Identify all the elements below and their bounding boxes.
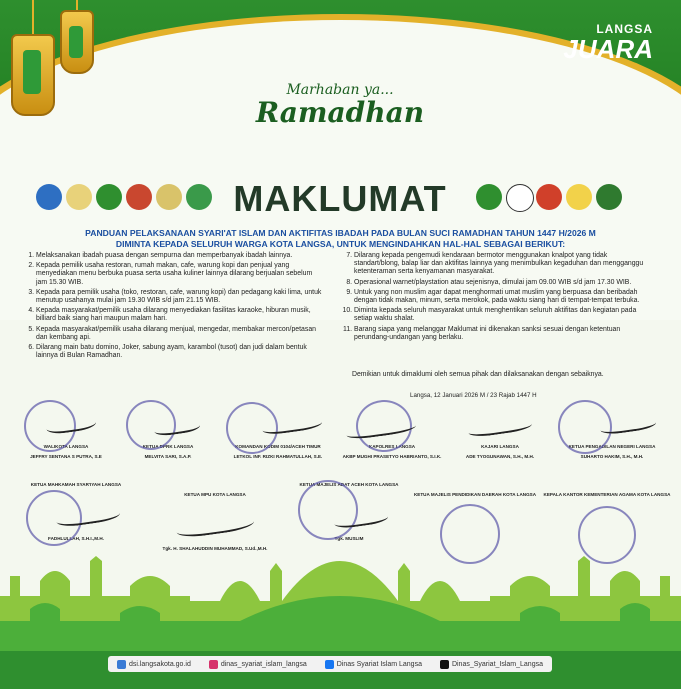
signatory-name: Tgk. H. SHALAHUDDIN MUHAMMAD, S.Ud.,M.H. xyxy=(162,546,268,551)
kodim-emblem-icon xyxy=(96,184,122,210)
date-line: Langsa, 12 Januari 2026 M / 23 Rajab 1447 H xyxy=(410,392,537,399)
facebook-text: Dinas Syariat Islam Langsa xyxy=(336,660,422,668)
signatory-role: KETUA MAJELIS ADAT ACEH KOTA LANGSA xyxy=(299,482,399,487)
signature-block xyxy=(450,400,550,459)
signature-block xyxy=(336,400,448,459)
signatory-role: KAJARI LANGSA xyxy=(481,444,519,449)
mpu-emblem-icon xyxy=(506,184,534,212)
signatory-role: KOMANDAN KODIM 0104/ACEH TIMUR xyxy=(235,444,321,449)
maa-emblem-icon xyxy=(536,184,562,210)
signatory-role: KETUA MAHKAMAH SYAR'IYAH LANGSA xyxy=(30,482,122,487)
signatory-name: Tgk. MUSLIM xyxy=(334,536,364,541)
signatory-name: MELVITA SARI, S.A.P. xyxy=(144,454,192,459)
page-title: MAKLUMAT xyxy=(233,178,447,219)
lantern-icon xyxy=(54,0,100,74)
rule-item: 2. Kepada pemilik usaha restoran, rumah makan, cafe, warung kopi dan penjual yang menyediakan menu berbuka puasa serta usaha kuliner lainnya dilarang berjualan sebelum jam 15.30 WIB. xyxy=(36,262,322,287)
website-text: dsi.langsakota.go.id xyxy=(128,660,191,668)
rule-item: 8. Operasional warnet/playstation atau sejenisnya, dimulai jam 09.00 WIB s/d jam 17.30 WIB. xyxy=(354,279,650,287)
signatory-name: LETKOL INF. RIZKI RAHMATULLAH, S.E. xyxy=(233,454,323,459)
rules-left-column xyxy=(22,252,322,362)
rule-item: 4. Kepada masyarakat/pemilik usaha dilarang menyediakan fasilitas karaoke, hiburan musik, billiard baik siang hari maupun malam hari. xyxy=(36,307,322,323)
signatory-role: KETUA PENGADILAN NEGERI LANGSA xyxy=(568,444,656,449)
social-bar xyxy=(108,656,552,672)
police-emblem-icon xyxy=(126,184,152,210)
title-row xyxy=(0,178,681,222)
instagram-text: dinas_syariat_islam_langsa xyxy=(220,660,307,668)
greeting-small: Marhaban ya... xyxy=(286,82,394,98)
tiktok-link[interactable] xyxy=(440,660,543,669)
signature-block xyxy=(222,400,334,459)
website-link[interactable] xyxy=(117,660,191,669)
signature-block xyxy=(16,400,116,459)
instagram-icon xyxy=(209,660,218,669)
facebook-icon xyxy=(325,660,334,669)
signatory-name: SUHARTO HAKIM, S.H., M.H. xyxy=(580,454,644,459)
kejaksaan-emblem-icon xyxy=(156,184,182,210)
greeting-big: Ramadhan xyxy=(255,96,425,129)
mahkamah-emblem-icon xyxy=(476,184,502,210)
signatory-role: KETUA DPRK LANGSA xyxy=(142,444,194,449)
facebook-link[interactable] xyxy=(325,660,422,669)
rule-item: 11. Barang siapa yang melanggar Maklumat ini dikenakan sanksi sesuai dengan ketentuan perundang-undangan yang berlaku. xyxy=(354,326,650,342)
signatory-name: AKBP MUGHI PRASETYO HABRIANTO, S.I.K. xyxy=(342,454,442,459)
logo-top-text: LANGSA xyxy=(596,22,653,36)
signatory-role: KETUA MAJELIS PENDIDIKAN DAERAH KOTA LANGSA xyxy=(413,492,537,497)
signatory-role: WALIKOTA LANGSA xyxy=(43,444,89,449)
signatory-name: JEFFRY SENTANA S PUTRA, S.E xyxy=(30,454,102,459)
signatory-role: KETUA MPU KOTA LANGSA xyxy=(184,492,246,497)
rule-item: 9. Untuk yang non muslim agar dapat menghormati umat muslim yang berpuasa dan beribadah dengan tidak makan, minum, serta merokok, pada waktu siang hari di tempat-tempat terbuka. xyxy=(354,289,650,305)
rule-item: 6. Dilarang main batu domino, Joker, sabung ayam, karambol (tusot) dan judi dalam bentuk lainnya di Bulan Ramadhan. xyxy=(36,344,322,360)
rule-item: 3. Kepada para pemilik usaha (toko, restoran, cafe, warung kopi) dan pedagang kaki lima, untuk menutup usahanya mulai jam 19.30 WIB s/d jam 21.15 WIB. xyxy=(36,289,322,305)
dprk-emblem-icon xyxy=(66,184,92,210)
footer xyxy=(0,651,681,689)
subtitle-line2: DIMINTA KEPADA SELURUH WARGA KOTA LANGSA, UNTUK MENGINDAHKAN HAL-HAL SEBAGAI BERIKUT: xyxy=(115,239,566,249)
mosque-skyline-icon xyxy=(0,501,681,651)
logo-main-text: JUARA xyxy=(563,34,653,64)
closing-statement: Demikian untuk dimaklumi oleh semua pihak dan dilaksanakan dengan sebaiknya. xyxy=(352,371,604,378)
city-emblem-icon xyxy=(36,184,62,210)
signatory-name: ADE TYOGUNAWAN, S.H., M.H. xyxy=(465,454,535,459)
subtitle-line1: PANDUAN PELAKSANAAN SYARI'AT ISLAM DAN AKTIFITAS IBADAH PADA BULAN SUCI RAMADHAN TAHUN 1447 H/2026 M xyxy=(85,228,596,238)
tiktok-icon xyxy=(440,660,449,669)
handwritten-signature xyxy=(467,416,532,439)
signature-block xyxy=(552,400,672,459)
rule-item: 5. Kepada masyarakat/pemilik usaha dilarang menjual, mengedar, membakar mercon/petasan dan kembang api. xyxy=(36,326,322,342)
mpd-emblem-icon xyxy=(566,184,592,210)
lantern-icon xyxy=(10,0,56,116)
signatory-name: FADHLULLAH, S.H.I.,M.H. xyxy=(48,536,104,541)
signatory-role: KAPOLRES LANGSA xyxy=(368,444,416,449)
rule-item: 10. Diminta kepada seluruh masyarakat untuk menghentikan seluruh aktifitas dan kegiatan pada setiap waktu shalat. xyxy=(354,307,650,323)
tiktok-text: Dinas_Syariat_Islam_Langsa xyxy=(451,660,543,668)
rule-item: 1. Melaksanakan ibadah puasa dengan sempurna dan memperbanyak ibadah lainnya. xyxy=(36,252,322,260)
globe-icon xyxy=(117,660,126,669)
instagram-link[interactable] xyxy=(209,660,307,669)
langsa-juara-logo xyxy=(563,22,653,65)
greeting-banner xyxy=(240,82,440,129)
rules-right-column xyxy=(340,252,650,344)
rule-item: 7. Dilarang kepada pengemudi kendaraan bermotor menggunakan knalpot yang tidak standart/blong, balap liar dan aktifitas lainnya yang menimbulkan kegaduhan dan mengganggu ketenteraman serta kenyamanan masyarakat. xyxy=(354,252,650,277)
kemenag-emblem-icon xyxy=(596,184,622,210)
signature-block xyxy=(118,400,218,459)
court-emblem-icon xyxy=(186,184,212,210)
signatory-role: KEPALA KANTOR KEMENTERIAN AGAMA KOTA LANGSA xyxy=(543,492,671,497)
